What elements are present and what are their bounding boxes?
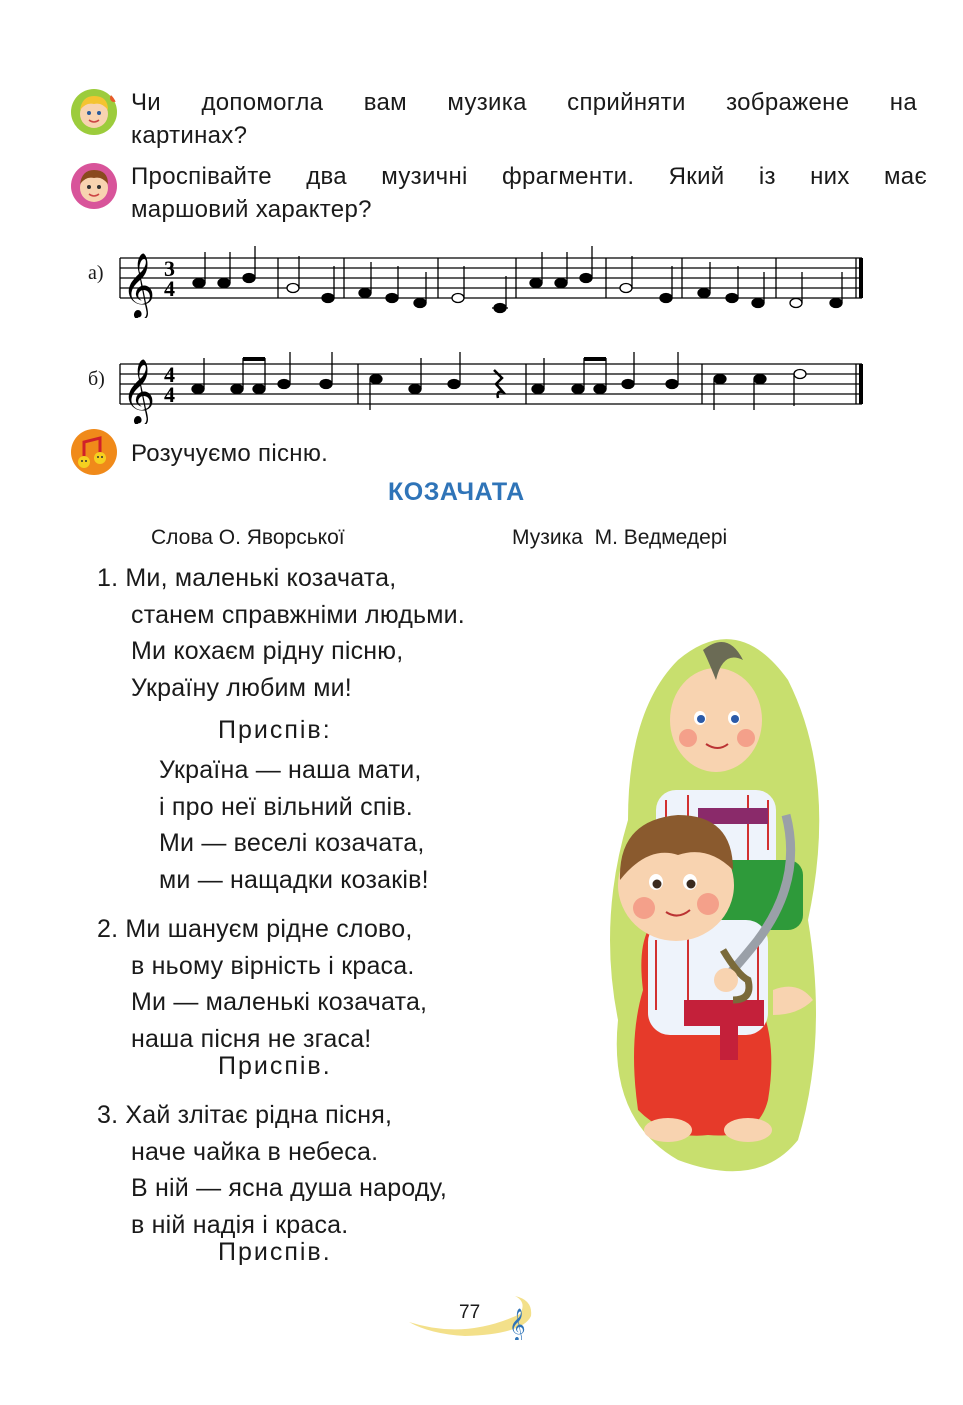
verse-line: Україну любим ми! — [131, 673, 352, 702]
staff-a — [112, 238, 868, 318]
learn-song-text: Розучуємо пісню. — [131, 440, 329, 467]
verse-line: станем справжніми людьми. — [131, 600, 465, 629]
verse-line: 2. Ми шануєм рідне слово, — [97, 915, 413, 943]
song-title: КОЗАЧАТА — [388, 478, 525, 506]
question-2-line-2: маршовий характер? — [131, 196, 372, 223]
verse-2 — [97, 911, 427, 1057]
words-credit: Слова О. Яворської — [151, 526, 345, 549]
verse-line: наче чайка в небеса. — [131, 1137, 379, 1166]
verse-line: 1. Ми, маленькі козачата, — [97, 564, 397, 592]
verse-line: 3. Хай злітає рідна пісня, — [97, 1101, 393, 1129]
staff-a-label: а) — [88, 262, 104, 284]
treble-clef-icon: 𝄞 — [122, 253, 156, 318]
time-sig-top: 4 — [164, 362, 175, 387]
refrain-2: Приспів. — [218, 1238, 332, 1266]
boy-brown-icon — [70, 162, 118, 210]
chorus-line: Україна — наша мати, — [159, 756, 422, 784]
staff-b-label: б) — [88, 368, 105, 390]
treble-clef-icon: 𝄞 — [509, 1308, 526, 1340]
question-1-line-1: Чи допомогла вам музика сприйняти зображене на — [131, 89, 917, 116]
verse-line: в ній надія і краса. — [131, 1210, 349, 1239]
chorus — [159, 752, 429, 898]
verse-line: В ній — ясна душа народу, — [131, 1174, 448, 1202]
question-1-line-2: картинах? — [131, 122, 248, 149]
cossack-boys-illustration — [608, 620, 830, 1180]
verse-3 — [97, 1097, 447, 1243]
treble-clef-icon: 𝄞 — [122, 359, 156, 424]
verse-line: Ми — маленькі козачата, — [131, 988, 428, 1016]
time-sig-top: 3 — [164, 256, 175, 281]
verse-line: в ньому вірність і краса. — [131, 951, 415, 980]
singing-notes-icon — [70, 428, 118, 476]
chorus-line: ми — нащадки козаків! — [159, 865, 429, 894]
refrain-1: Приспів. — [218, 1052, 332, 1080]
boy-blond-icon — [70, 88, 118, 136]
chorus-label: Приспів: — [218, 716, 332, 744]
chorus-line: Ми — веселі козачата, — [159, 829, 425, 857]
staff-b — [112, 344, 868, 424]
verse-1 — [97, 560, 465, 706]
time-sig-bottom: 4 — [164, 276, 175, 301]
verse-line: наша пісня не згаса! — [131, 1024, 372, 1053]
question-2-line-1: Проспівайте два музичні фрагменти. Який із них має — [131, 163, 927, 190]
music-credit: Музика М. Ведмедері — [512, 526, 728, 549]
chorus-line: і про неї вільний спів. — [159, 792, 413, 821]
verse-line: Ми кохаєм рідну пісню, — [131, 637, 404, 665]
time-sig-bottom: 4 — [164, 382, 175, 407]
page-number: 77 — [459, 1302, 481, 1323]
